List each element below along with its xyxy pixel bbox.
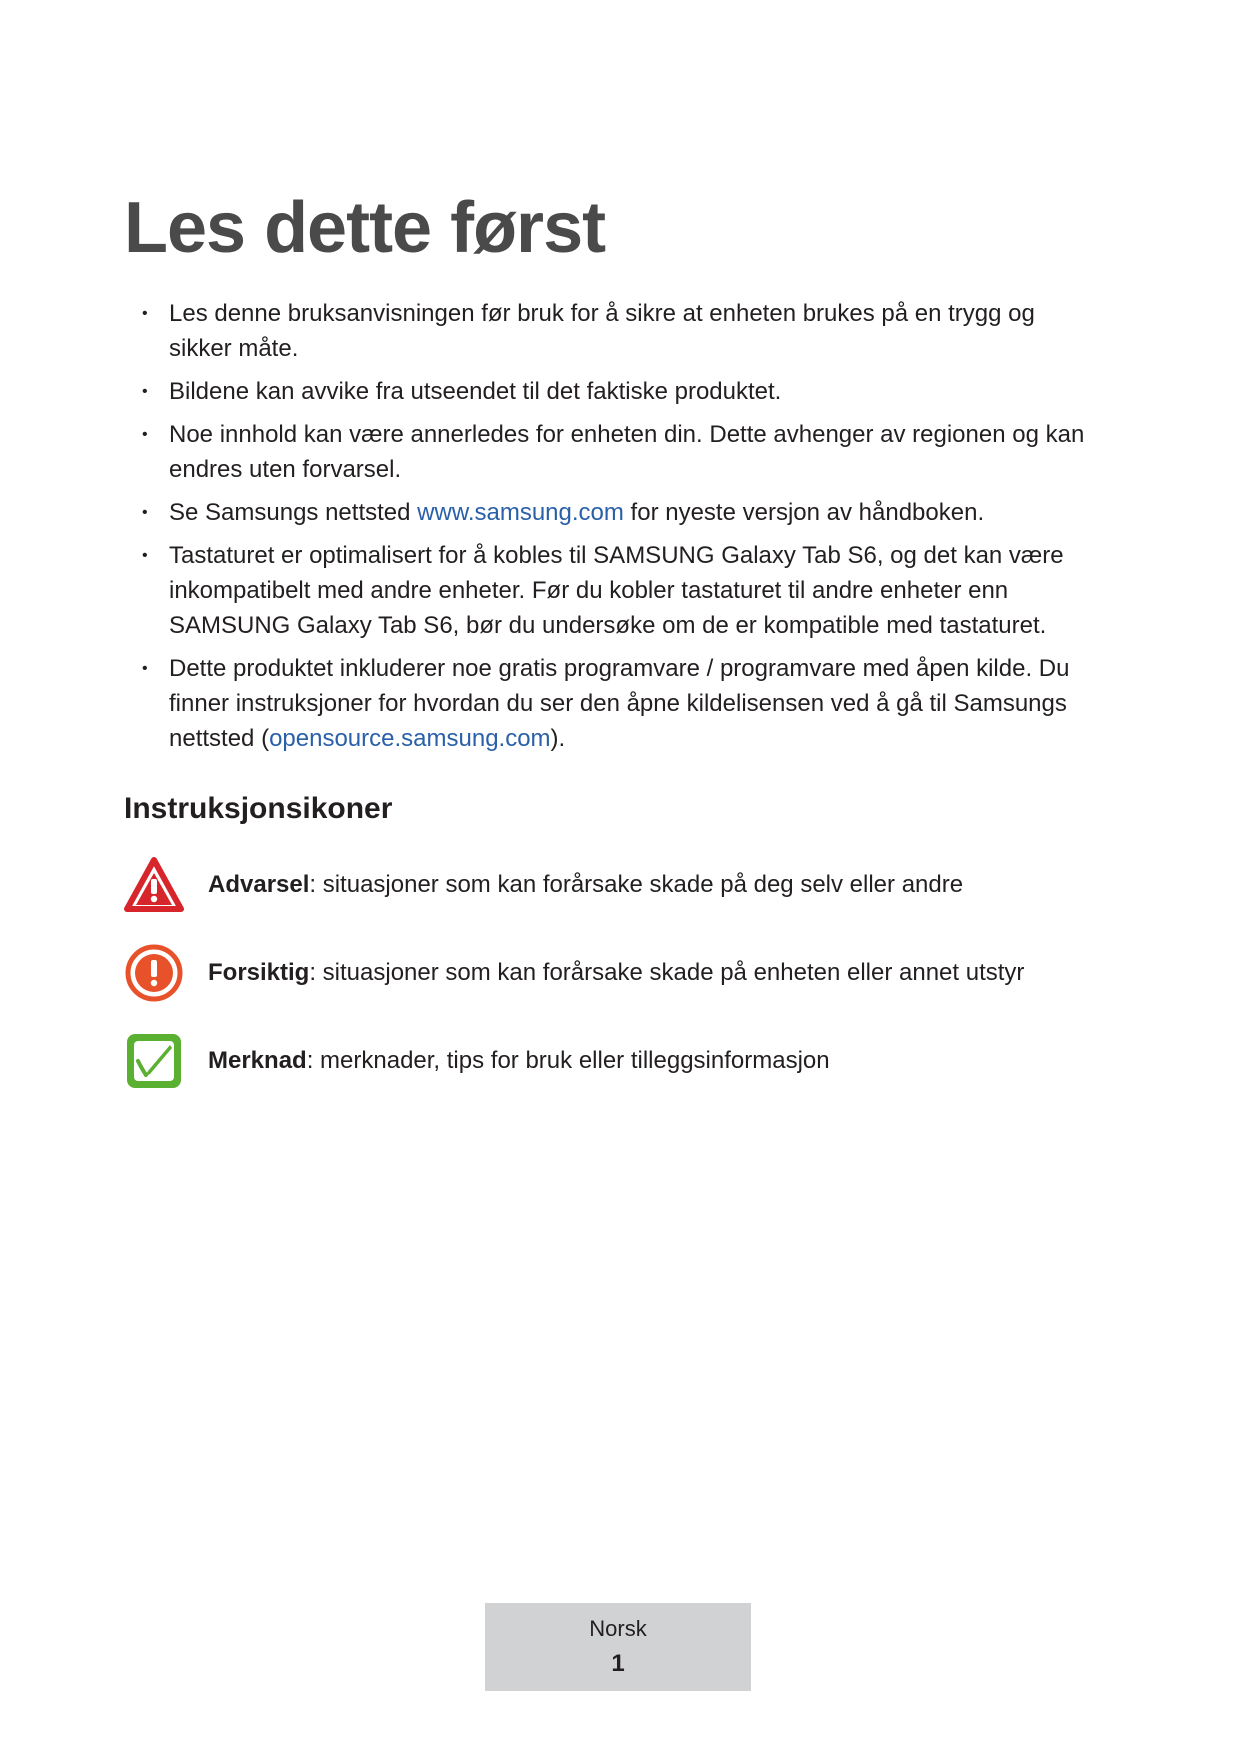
page-title: Les dette først	[124, 188, 606, 268]
opensource-website-link[interactable]: opensource.samsung.com	[269, 725, 551, 752]
note-text: : merknader, tips for bruk eller tilleggsinformasjon	[306, 1047, 830, 1074]
bullet-dot: •	[142, 305, 148, 322]
bullet-text: ).	[550, 725, 566, 752]
instruction-row-caution	[124, 943, 1104, 1003]
bullet-item	[140, 296, 1100, 366]
intro-bullet-list	[140, 296, 1100, 764]
bullet-dot: •	[142, 383, 148, 400]
samsung-website-link[interactable]: www.samsung.com	[417, 499, 624, 526]
bullet-text: Noe innhold kan være annerledes for enheten din. Dette avhenger av regionen og kan endres uten forvarsel.	[169, 421, 1085, 483]
bullet-item	[140, 538, 1100, 643]
bullet-text: Bildene kan avvike fra utseendet til det faktiske produktet.	[169, 378, 782, 405]
bullet-item	[140, 495, 1100, 530]
instruction-icons-heading: Instruksjonsikoner	[124, 792, 393, 825]
bullet-item	[140, 651, 1100, 756]
page-footer	[485, 1603, 751, 1691]
bullet-text: Tastaturet er optimalisert for å kobles til SAMSUNG Galaxy Tab S6, og det kan være inkompatibelt med andre enheter. Før du kobler tastaturet til andre enheter enn SAMSUNG Galaxy Tab S6, bør du undersøke om de er kompatible med tastaturet.	[169, 542, 1064, 639]
instruction-row-warning	[124, 855, 1104, 915]
page-number: 1	[611, 1650, 625, 1677]
bullet-text: for nyeste versjon av håndboken.	[623, 499, 985, 526]
warning-text: : situasjoner som kan forårsake skade på deg selv eller andre	[309, 871, 964, 898]
caution-term: Forsiktig	[208, 959, 310, 986]
warning-triangle-icon	[124, 855, 184, 915]
note-term: Merknad	[208, 1047, 307, 1074]
instruction-row-note	[124, 1031, 1104, 1091]
bullet-item	[140, 374, 1100, 409]
bullet-dot: •	[142, 547, 148, 564]
note-pen-icon	[124, 1031, 184, 1091]
bullet-text: Dette produktet inkluderer noe gratis programvare / programvare med åpen kilde. Du finner instruksjoner for hvordan du ser den åpne kildelisensen ved å gå til Samsungs nettsted (	[169, 655, 1070, 752]
bullet-text: Se Samsungs nettsted	[169, 499, 418, 526]
note-description	[208, 1045, 830, 1077]
warning-term: Advarsel	[208, 871, 310, 898]
bullet-dot: •	[142, 504, 148, 521]
caution-text: : situasjoner som kan forårsake skade på enheten eller annet utstyr	[309, 959, 1025, 986]
bullet-dot: •	[142, 426, 148, 443]
warning-description	[208, 869, 963, 901]
caution-circle-icon	[124, 943, 184, 1003]
caution-description	[208, 957, 1024, 989]
bullet-text: Les denne bruksanvisningen før bruk for å sikre at enheten brukes på en trygg og sikker måte.	[169, 300, 1035, 362]
bullet-item	[140, 417, 1100, 487]
bullet-dot: •	[142, 660, 148, 677]
footer-language: Norsk	[589, 1616, 647, 1641]
